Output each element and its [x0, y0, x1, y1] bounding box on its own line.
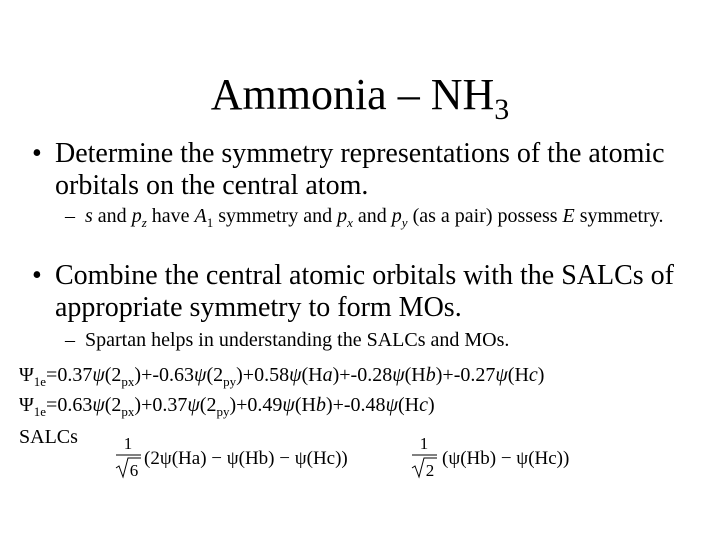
salc-1-expression: (2ψ(Ha) − ψ(Hb) − ψ(Hc)) [144, 448, 348, 469]
salc-1-formula [114, 430, 374, 482]
title-subscript: 3 [494, 93, 510, 126]
salc-2-formula [410, 430, 600, 482]
salc-1-numerator: 1 [123, 434, 133, 453]
bullet-marker: • [32, 138, 42, 169]
subbullet-1-text: s and $p_z$ have $A_1$ symmetry and $p_x$ and $p_y$ (as a pair) possess E symmetry. [85, 205, 664, 230]
salcs-label: SALCs [19, 426, 78, 448]
equation-2: $\Psi_{1e}=0.63\psi(2_{px})+0.37\psi(2_{py})+0.49\psi(Hb)+-0.48\psi(Hc)$ [19, 394, 435, 419]
bullet-2-text: Combine the central atomic orbitals with the SALCs of appropriate symmetry to form MOs. [55, 260, 674, 323]
bullet-1-text: Determine the symmetry representations of the atomic orbitals on the central atom. [55, 138, 665, 201]
salc-2-denominator: 2 [425, 461, 435, 480]
subbullet-2-text: Spartan helps in understanding the SALCs and MOs. [85, 329, 510, 351]
salc-2-numerator: 1 [419, 434, 429, 453]
salc-1-denominator: 6 [129, 461, 139, 480]
title-text: Ammonia – NH [210, 70, 495, 119]
slide-title [0, 70, 720, 135]
bullet-marker: • [32, 260, 42, 291]
subbullet-marker: – [65, 329, 75, 351]
equation-1: $\Psi_{1e}=0.37\psi(2_{px})+-0.63\psi(2_{py})+0.58\psi(Ha)+-0.28\psi(Hb)+-0.27\psi(Hc)$ [19, 364, 545, 389]
salc-2-expression: (ψ(Hb) − ψ(Hc)) [442, 448, 570, 469]
subbullet-marker: – [65, 205, 75, 227]
